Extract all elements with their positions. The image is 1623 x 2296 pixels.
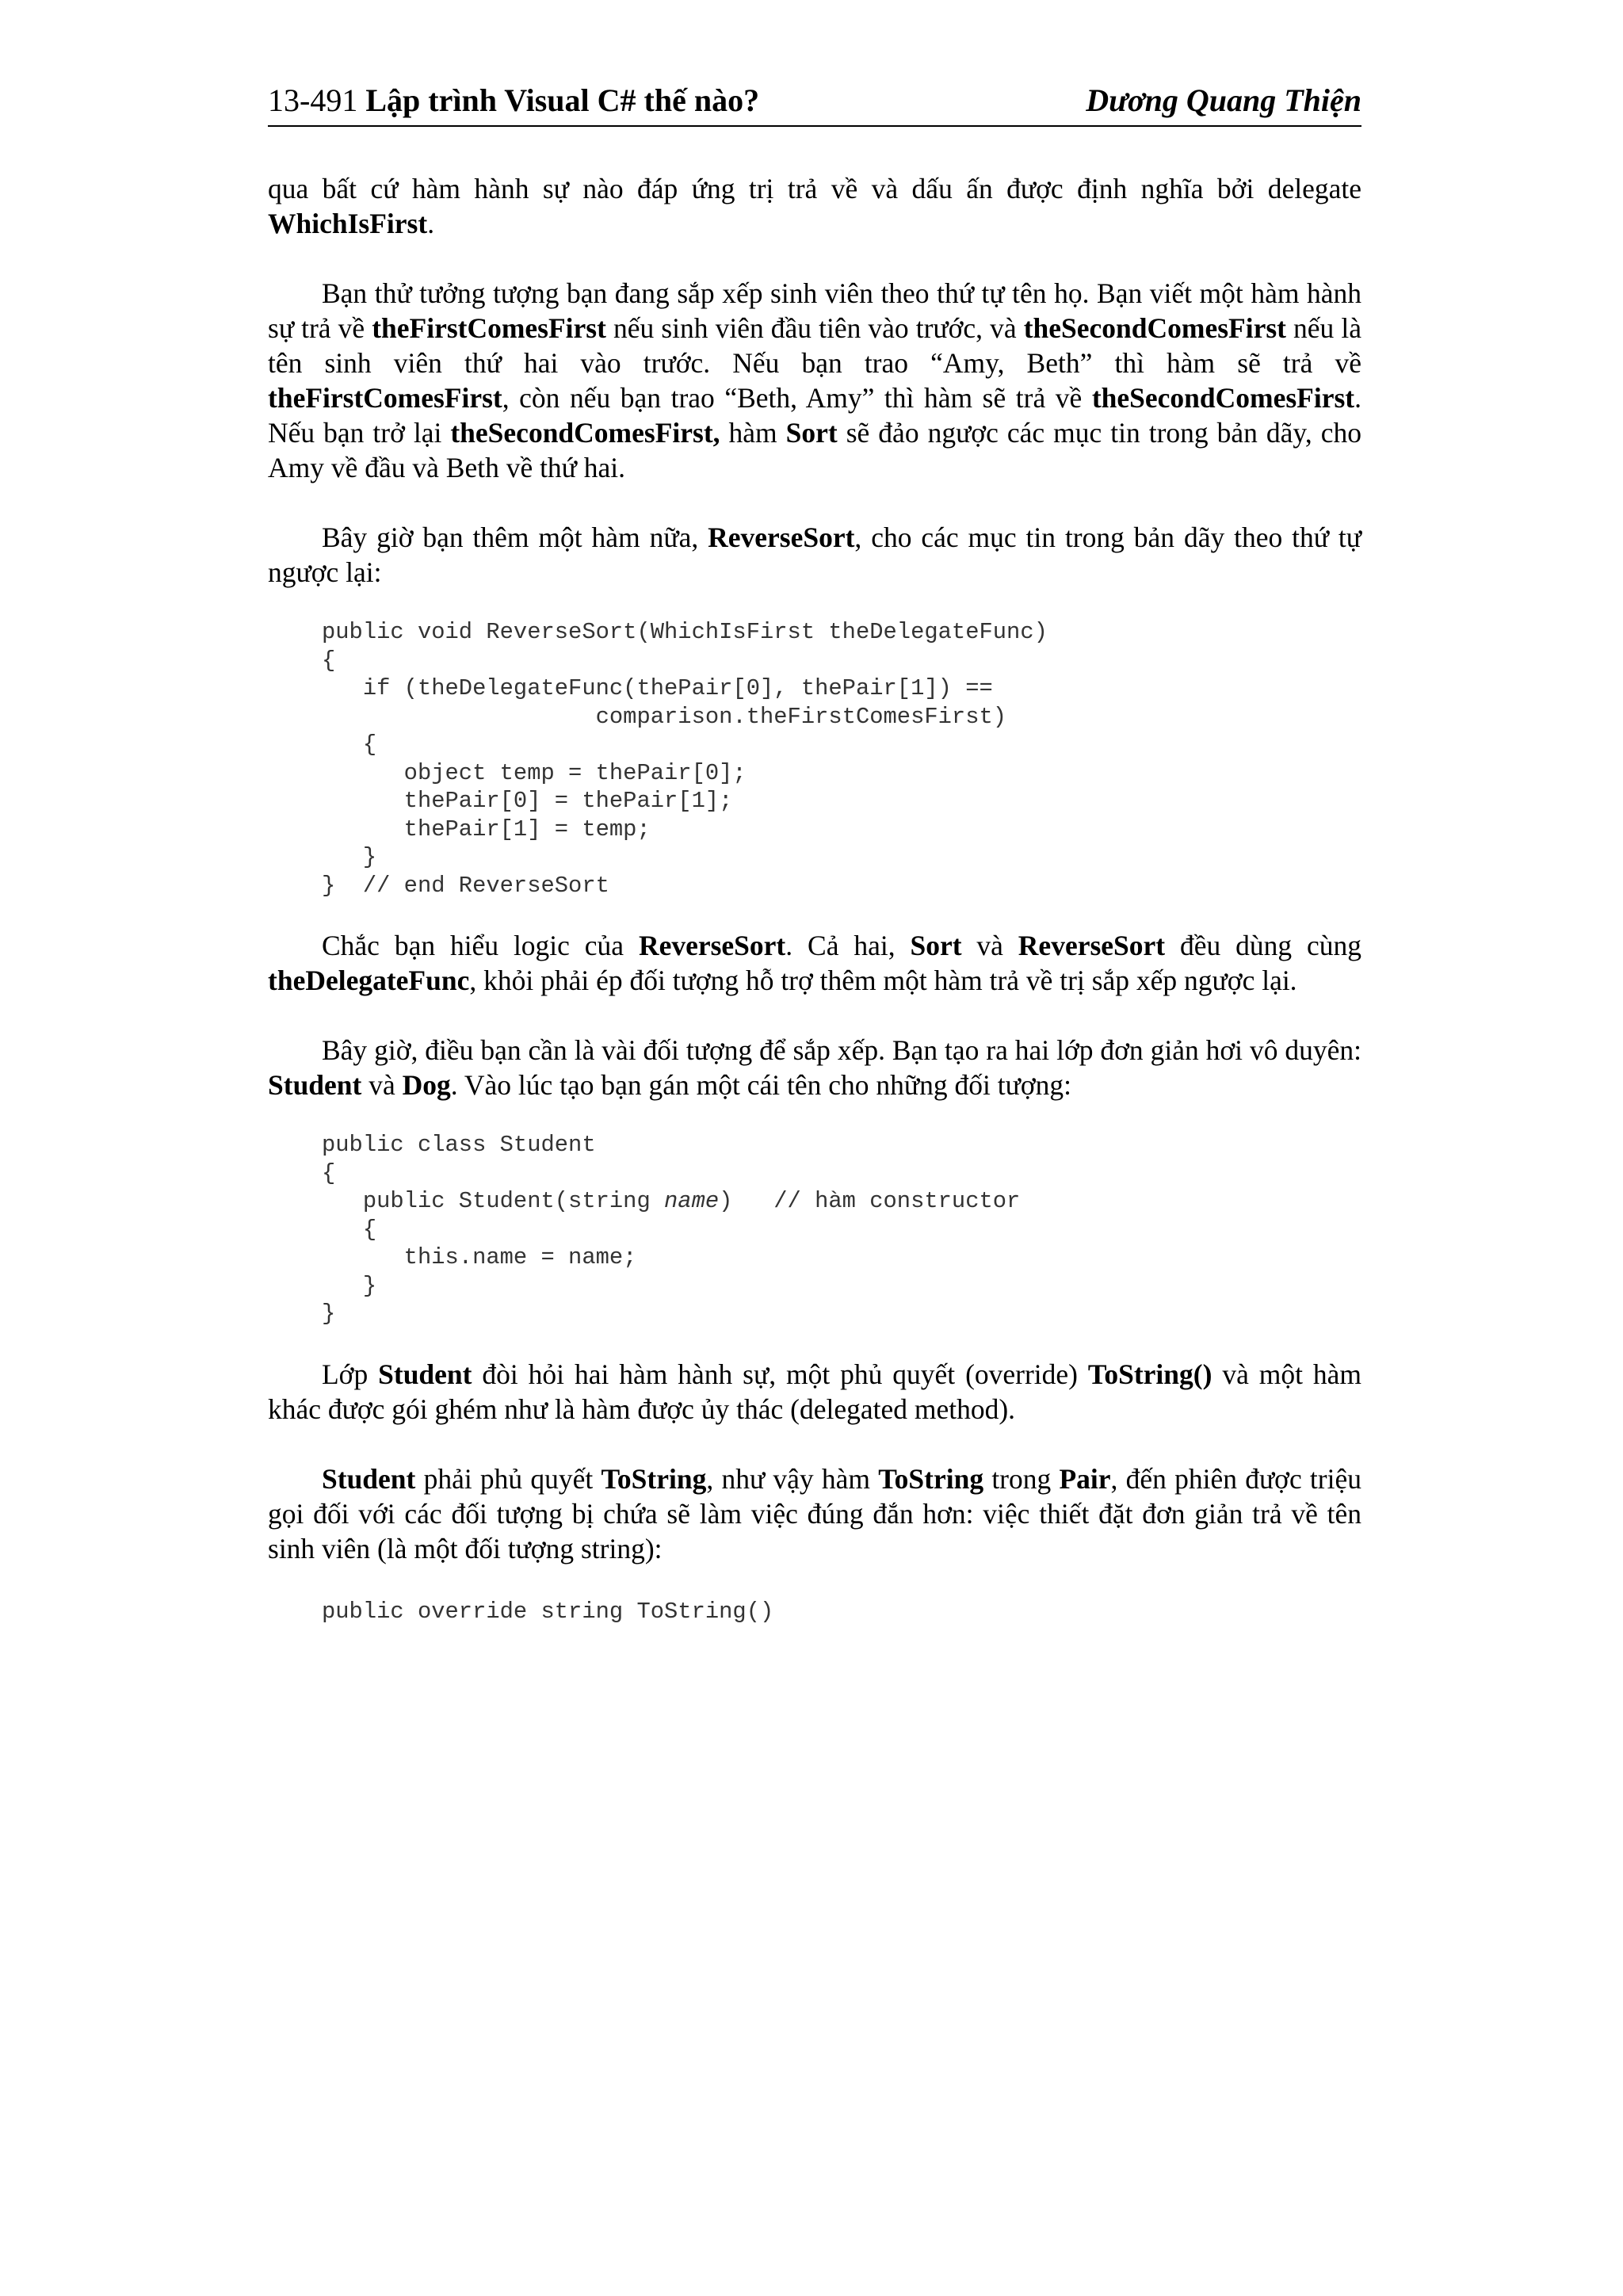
text-run: , còn nếu bạn trao “Beth, Amy” thì hàm sẽ trả về xyxy=(502,382,1092,414)
text-run: và xyxy=(361,1069,403,1101)
text-run: . Nếu bạn trở lại xyxy=(268,382,1361,449)
page-number: 13-491 xyxy=(268,82,358,118)
text-run: Bây giờ, điều bạn cần là vài đối tượng để sắp xếp. Bạn tạo ra hai lớp đơn giản hơi vô duyên: xyxy=(322,1034,1361,1066)
bold-term: Dog xyxy=(402,1069,451,1101)
code-line: comparison.theFirstComesFirst) xyxy=(322,703,1007,730)
text-run: sẽ đảo ngược các mục tin trong bản dãy, cho Amy về đầu và Beth về thứ hai. xyxy=(268,417,1361,483)
bold-term: theSecondComesFirst xyxy=(1091,382,1355,414)
text-run: Lớp xyxy=(322,1358,379,1390)
paragraph-3 xyxy=(268,520,1361,590)
text-run: Chắc bạn hiểu logic của xyxy=(322,930,639,961)
bold-term: theSecondComesFirst, xyxy=(450,417,720,449)
text-run: , đến phiên được triệu gọi đối với các đối tượng bị chứa sẽ làm việc đúng đắn hơn: việc thiết đặt đơn giản trả về tên sinh viên (là một đối tượng string): xyxy=(268,1462,1361,1564)
paragraph-6 xyxy=(268,1357,1361,1427)
bold-term: Sort xyxy=(910,930,962,961)
paragraph-7 xyxy=(268,1461,1361,1566)
bold-term: ToString() xyxy=(1087,1358,1212,1390)
code-line: if (theDelegateFunc(thePair[0], thePair[1]) == xyxy=(322,675,993,701)
text-run: hàm xyxy=(720,417,786,449)
code-line: } xyxy=(322,1272,377,1299)
text-run: phải phủ quyết xyxy=(415,1462,601,1495)
bold-term: theDelegateFunc xyxy=(268,965,470,996)
document-page xyxy=(268,76,1361,1626)
code-line: thePair[1] = temp; xyxy=(322,816,651,842)
bold-term: Student xyxy=(268,1069,362,1101)
code-italic-param: name xyxy=(664,1188,720,1214)
code-line: { xyxy=(322,732,377,758)
bold-term: ReverseSort xyxy=(1018,930,1166,961)
text-run: đòi hỏi hai hàm hành sự, một phủ quyết (override) xyxy=(472,1358,1088,1390)
bold-term: ReverseSort xyxy=(638,930,786,961)
code-line: public void ReverseSort(WhichIsFirst theDelegateFunc) xyxy=(322,619,1048,645)
bold-term: Sort xyxy=(785,417,838,449)
text-run: , như vậy hàm xyxy=(706,1462,879,1495)
text-run: . Cả hai, xyxy=(785,930,911,961)
text-run: , khỏi phải ép đối tượng hỗ trợ thêm một hàm trả về trị sắp xếp ngược lại. xyxy=(469,965,1297,996)
text-run: và xyxy=(961,930,1018,961)
book-title: Lập trình Visual C# thế nào? xyxy=(365,82,760,118)
bold-term: Pair xyxy=(1059,1462,1111,1495)
code-block-reversesort xyxy=(322,618,1361,900)
bold-term: ToString xyxy=(601,1462,707,1495)
paragraph-4 xyxy=(268,928,1361,998)
text-run: Bây giờ bạn thêm một hàm nữa, xyxy=(322,521,708,553)
code-line: public override string ToString() xyxy=(322,1598,774,1625)
bold-term: WhichIsFirst xyxy=(268,208,428,239)
bold-term: ReverseSort xyxy=(708,521,855,553)
bold-term: theFirstComesFirst xyxy=(372,312,606,344)
paragraph-5 xyxy=(268,1033,1361,1102)
author-name: Dương Quang Thiện xyxy=(1086,82,1361,118)
code-line: object temp = thePair[0]; xyxy=(322,759,747,786)
text-run: trong xyxy=(983,1462,1060,1495)
text-run: . Vào lúc tạo bạn gán một cái tên cho những đối tượng: xyxy=(450,1069,1071,1101)
bold-term: theFirstComesFirst xyxy=(268,382,502,414)
text-run: . xyxy=(427,208,435,239)
text-run: , cho các mục tin trong bản dãy theo thứ tự ngược lại: xyxy=(268,521,1361,588)
text-run: Bạn thử tưởng tượng bạn đang sắp xếp sinh viên theo thứ tự tên họ. Bạn viết một hàm hành sự trả về xyxy=(268,277,1361,344)
code-block-tostring xyxy=(322,1598,1361,1626)
code-line: } xyxy=(322,844,377,870)
paragraph-1 xyxy=(268,171,1361,241)
code-line: public class Student xyxy=(322,1132,596,1158)
code-line: thePair[0] = thePair[1]; xyxy=(322,788,733,814)
code-text: public Student(string xyxy=(322,1188,665,1214)
code-line: this.name = name; xyxy=(322,1244,637,1270)
code-text: ) // hàm constructor xyxy=(719,1188,1021,1214)
header-left xyxy=(268,76,759,125)
text-run: qua bất cứ hàm hành sự nào đáp ứng trị trả về và dấu ấn được định nghĩa bởi delegate xyxy=(268,173,1361,204)
code-block-student-class xyxy=(322,1131,1361,1328)
bold-term: Student xyxy=(378,1358,472,1390)
paragraph-2 xyxy=(268,276,1361,485)
code-line: } // end ReverseSort xyxy=(322,872,609,899)
code-line xyxy=(322,1187,1361,1216)
page-header xyxy=(268,76,1361,127)
text-run: nếu là tên sinh viên thứ hai vào trước. Nếu bạn trao “Amy, Beth” thì hàm sẽ trả về xyxy=(268,312,1361,379)
text-run: đều dùng cùng xyxy=(1165,930,1361,961)
text-run: và một hàm khác được gói ghém như là hàm được ủy thác (delegated method). xyxy=(268,1358,1361,1425)
code-line: { xyxy=(322,1216,377,1243)
bold-term: ToString xyxy=(878,1462,984,1495)
text-run: nếu sinh viên đầu tiên vào trước, và xyxy=(605,312,1024,344)
bold-term: Student xyxy=(322,1462,416,1495)
bold-term: theSecondComesFirst xyxy=(1023,312,1286,344)
code-line: { xyxy=(322,647,336,674)
code-line: { xyxy=(322,1159,336,1186)
code-line: } xyxy=(322,1301,336,1327)
